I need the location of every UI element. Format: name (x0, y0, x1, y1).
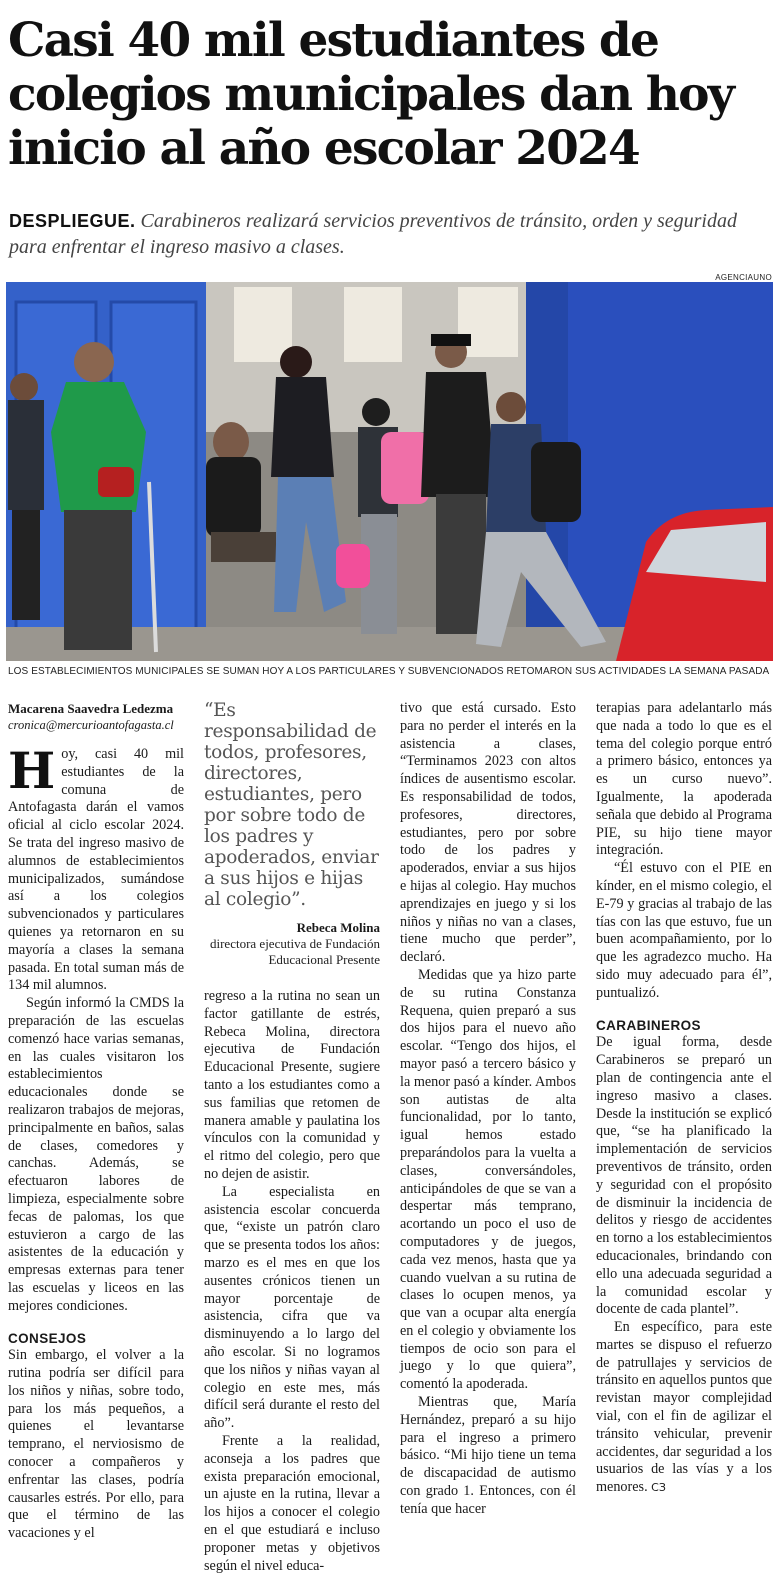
photo-caption: LOS ESTABLECIMIENTOS MUNICIPALES SE SUMAN HOY A LOS PARTICULARES Y SUBVENCIONADOS RETOMARON SUS ACTIVIDADES LA SEMANA PASADA (8, 666, 770, 677)
paragraph: Sin embargo, el volver a la rutina podría ser difícil para los niños y niñas, sobre todo, para los más pequeños, a quienes el levantarse temprano, el nerviosismo de conocer a compañeros y enfrentar las clases, podría causarles estrés. Por ello, para que el término de las vacaciones y el (8, 1347, 184, 1542)
end-mark-icon: ϹЗ (651, 1481, 666, 1495)
paragraph: terapias para adelantarlo más que nada a todo lo que es el tema del colegio porque entró a primero básico, entonces ya es un curso nuevo”. Igualmente, la apoderada señala que debido al Programa PIE, su hijo tiene mayor integración. (596, 700, 772, 859)
paragraph: regreso a la rutina no sean un factor gatillante de estrés, Rebeca Molina, directora ejecutiva de Fundación Educacional Presente, sugiere tanto a los estudiantes como a sus familias que retomen de manera amable y paulatina los vínculos con la comunidad y el ritmo del colegio, pero que no dejen de asistir. (204, 988, 380, 1182)
paragraph: En específico, para este martes se dispuso el refuerzo de patrullajes y servicios de tránsito en aquellos puntos que revistan mayor complejidad vial, con el fin de agilizar el tránsito vehicular, prevenir accidentes, dar seguridad a los usuarios de las vías y a los menores. ϹЗ (596, 1319, 772, 1496)
paragraph: Hoy, casi 40 mil estudiantes de la comuna de Antofagasta darán el vamos oficial al ciclo escolar 2024. Se trata del ingreso masivo de alumnos de establecimientos municipalizados, sumándose así a los colegios subvencionados y particulares quienes ya retornaron en su mayoría a clases la semana pasada. En total suman más de 134 mil alumnos. (8, 741, 184, 994)
section-heading-carabineros: CARABINEROS (596, 1017, 701, 1033)
paragraph: La especialista en asistencia escolar concuerda que, “existe un patrón claro que se presenta todos los años: marzo es el mes en que los ausentes crónicos tienen un mayor porcentaje de asistencia, cifra que va disminuyendo a lo largo del año escolar. Si no logramos que los niños y niñas vayan al colegio en este mes, más difícil será durante el resto del año”. (204, 1183, 380, 1432)
pull-quote: “Es responsabilidad de todos, profesores, directores, estudiantes, pero por sobre todo de los padres y apoderados, enviar a sus hijos e hijas al colegio”. (204, 700, 379, 910)
pull-quote-name: Rebeca Molina (296, 920, 380, 935)
paragraph: “Él estuvo con el PIE en kínder, en el mismo colegio, el E-79 y gracias al trabajo de las tías con las que estuvo, fue un buen acompañamiento, por lo que les agradezco mucho. Ha sido muy adecuado para él”, puntualizó. (596, 860, 772, 1001)
article-column-4 (596, 700, 772, 1497)
headline: Casi 40 mil estudiantes de colegios municipales dan hoy inicio al año escolar 2024 (8, 13, 734, 176)
pull-quote-role: directora ejecutiva de Fundación Educacional Presente (209, 936, 380, 967)
dropcap: H (8, 741, 56, 800)
news-photo (6, 282, 773, 661)
byline-email: cronica@mercurioantofagasta.cl (8, 718, 174, 732)
paragraph: Mientras que, María Hernández, preparó a su hijo para el ingreso a primero básico. “Mi hijo tiene un tema de discapacidad de autismo con grado 1. Entonces, con él tenía que hacer (400, 1394, 576, 1517)
paragraph: Frente a la realidad, aconseja a los padres que exista preparación emocional, un ajuste en la rutina, llevar a los hijos a conocer el colegio en el que estudiará e incluso proponer metas y objetivos según el nivel educa- (204, 1432, 380, 1574)
deck-kicker: DESPLIEGUE. (9, 211, 136, 231)
deck-text: Carabineros realizará servicios preventivos de tránsito, orden y seguridad para enfrentar el ingreso masivo a clases. (9, 210, 737, 258)
article-column-1 (8, 700, 184, 1543)
section-heading-consejos: CONSEJOS (8, 1330, 87, 1346)
paragraph: Medidas que ya hizo parte de su rutina Constanza Requena, quien preparó a sus dos hijos para el nuevo año escolar. “Tengo dos hijos, el mayor pasó a tercero básico y la menor pasó a kínder. Ambos son autistas de alta funcionalidad, por lo tanto, igual hemos estado preparándolos para la vuelta a clases, conversándoles, anticipándoles de que se van a despertar más temprano, acortando un poco el uso de computadores y de juegos, cada vez menos, hasta que ya cuando vuelvan a su rutina de clases lo ocupen menos, ya que van a ocupar alta energía en el colegio y obviamente los tiempos de ocio son para el juego y lo que quiera”, comentó la apoderada. (400, 966, 576, 1393)
article-column-3 (400, 700, 576, 1519)
article-column-2 (204, 700, 380, 1575)
paragraph: Según informó la CMDS la preparación de las escuelas comenzó hace varias semanas, en las cuales visitaron los establecimientos educacionales donde se realizaron trabajos de mejoras, principalmente en baños, salas de clases, comedores y canchas. Además, se efectuaron labores de limpieza, especialmente sobre fecas de palomas, los que estuvieron a cargo de las asistentes de la educación y empresas externas para tener las escuelas y liceos en las mejores condiciones. (8, 995, 184, 1314)
paragraph: tivo que está cursado. Esto para no perder el interés en la asistencia a clases, “Terminamos 2023 con altos índices de ausentismo escolar. Es responsabilidad de todos, profesores, directores, estudiantes, pero por sobre todo de los padres y apoderados, enviar a sus hijos e hijas al colegio. Hay muchos aprendizajes en juego y si los niños y niñas no van a clases, tiene mucho que perder”, declaró. (400, 700, 576, 966)
deck (9, 208, 769, 260)
byline-name: Macarena Saavedra Ledezma (8, 701, 174, 716)
photo-illustration (6, 282, 773, 661)
photo-credit: AGENCIAUNO (715, 273, 772, 282)
paragraph: De igual forma, desde Carabineros se preparó un plan de contingencia ante el ingreso masivo a clases. Desde la institución se explicó que, “se ha planificado la implementación de servicios preventivos de tránsito, orden y seguridad con el propósito de disminuir la incidencia de delitos y riesgo de accidentes en torno a los establecimientos educacionales, brindando con ello una adecuada seguridad a la comunidad escolar y docente de cada plantel”. (596, 1034, 772, 1318)
